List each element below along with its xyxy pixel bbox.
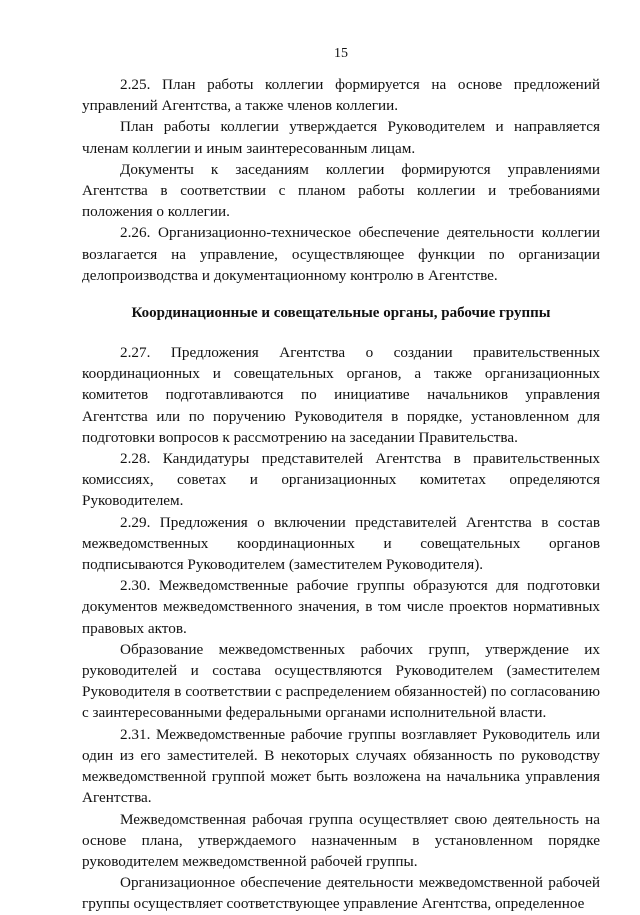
paragraph-group-formation: Образование межведомственных рабочих групп, утверждение их руководителей и состава осуществляются Руководителем (заместителем Руководителя в соответствии с распределением обязанностей) по согласованию с заинтересованными федеральными органами исполнительной власти. bbox=[82, 640, 600, 722]
paragraph-plan-approval: План работы коллегии утверждается Руководителем и направляется членам коллегии и иным заинтересованным лицам. bbox=[82, 118, 600, 157]
paragraph-2-31: 2.31. Межведомственные рабочие группы возглавляет Руководитель или один из его заместителей. В некоторых случаях обязанность по руководству межведомственной группой может быть возложена на начальника управления Агентства. bbox=[82, 725, 600, 807]
section-heading: Координационные и совещательные органы, рабочие группы bbox=[131, 305, 551, 322]
paragraph-2-29: 2.29. Предложения о включении представителей Агентства в состав межведомственных координационных и совещательных органов подписываются Руководителем (заместителем Руководителя). bbox=[82, 513, 600, 574]
paragraph-2-26: 2.26. Организационно-техническое обеспечение деятельности коллегии возлагается на управление, осуществляющее функции по организации делопроизводства и документационному контролю в Агентстве. bbox=[82, 224, 600, 284]
page-number: 15 bbox=[334, 46, 348, 61]
paragraph-2-28: 2.28. Кандидатуры представителей Агентства в правительственных комиссиях, советах и организационных комитетах определяются Руководителем. bbox=[82, 450, 600, 510]
paragraph-organizational-support: Организационное обеспечение деятельности межведомственной рабочей группы осуществляет соответствующее управление Агентства, определенное bbox=[82, 874, 600, 913]
paragraph-documents: Документы к заседаниям коллегии формируются управлениями Агентства в соответствии с планом работы коллегии и требованиями положения о коллегии. bbox=[82, 160, 600, 221]
paragraph-2-27: 2.27. Предложения Агентства о создании правительственных координационных и совещательных органов, а также организационных комитетов подготавливаются по инициативе начальников управления Агентства или по поручению Руководителя в порядке, установленном для подготовки вопросов к рассмотрению на заседании Правительства. bbox=[82, 344, 600, 446]
paragraph-group-plan: Межведомственная рабочая группа осуществляет свою деятельность на основе плана, утверждаемого назначенным в установленном порядке руководителем межведомственной рабочей группы. bbox=[82, 810, 600, 870]
paragraph-2-30: 2.30. Межведомственные рабочие группы образуются для подготовки документов межведомственного значения, в том числе проектов нормативных правовых актов. bbox=[82, 577, 600, 637]
paragraph-2-25: 2.25. План работы коллегии формируется на основе предложений управлений Агентства, а также членов коллегии. bbox=[82, 76, 600, 115]
